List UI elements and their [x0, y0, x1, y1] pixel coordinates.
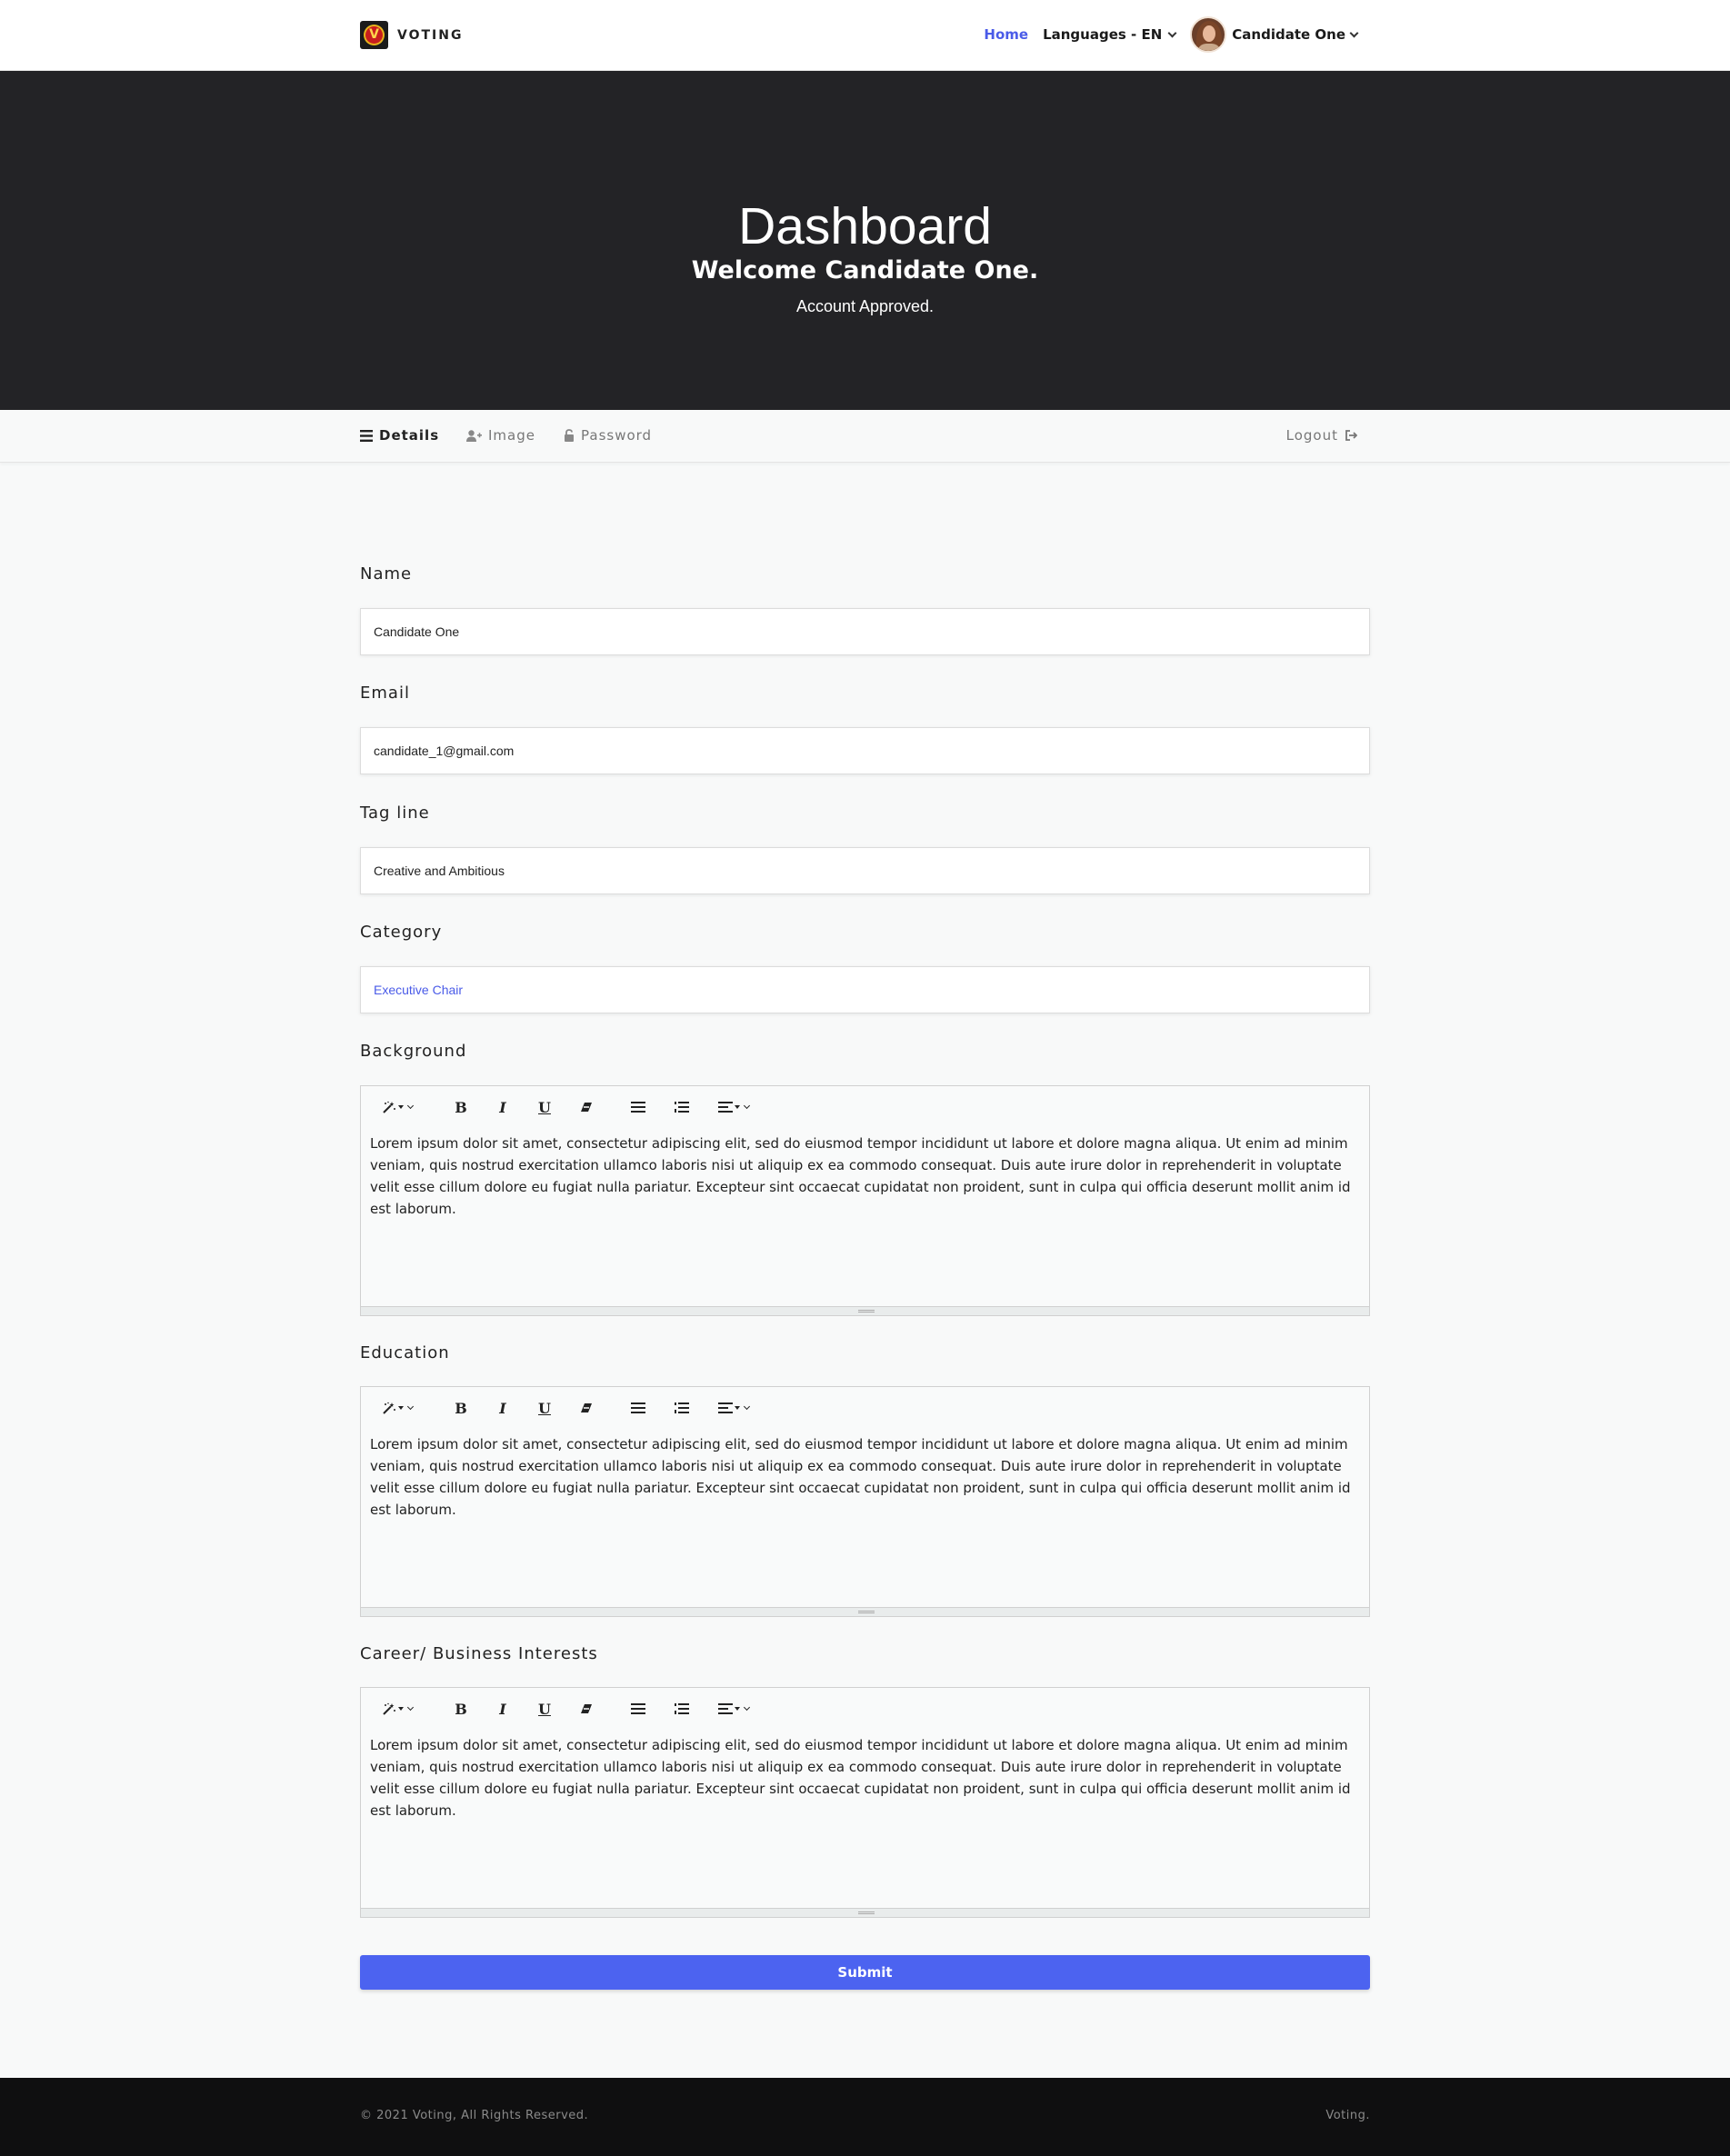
italic-button[interactable]: I — [499, 1700, 506, 1718]
underline-button[interactable]: U — [538, 1700, 551, 1718]
career-editor[interactable] — [360, 1687, 1370, 1918]
underline-button[interactable]: U — [538, 1399, 551, 1417]
page-title: Dashboard — [738, 197, 992, 255]
brand-name: VOTING — [397, 27, 464, 43]
nav-home-link[interactable]: Home — [984, 26, 1029, 43]
style-magic-icon[interactable] — [374, 1093, 421, 1121]
name-input[interactable]: Candidate One — [360, 608, 1370, 655]
account-status: Account Approved. — [795, 297, 935, 315]
align-left-icon[interactable] — [715, 1394, 752, 1422]
category-label: Category — [360, 923, 443, 942]
name-label: Name — [360, 564, 413, 584]
editor-toolbar — [374, 1394, 752, 1422]
dashboard-hero — [0, 71, 1730, 410]
bold-button[interactable]: B — [455, 1399, 467, 1417]
resize-handle[interactable] — [361, 1908, 1369, 1917]
sign-out-icon — [1345, 430, 1357, 441]
footer-brand: Voting. — [1325, 2109, 1370, 2122]
email-label: Email — [360, 684, 410, 703]
tagline-input[interactable]: Creative and Ambitious — [360, 847, 1370, 894]
tab-image-label: Image — [488, 427, 535, 444]
italic-button[interactable]: I — [499, 1098, 506, 1116]
tagline-label: Tag line — [360, 804, 430, 823]
voting-logo-icon: V — [360, 21, 388, 49]
bold-button[interactable]: B — [455, 1098, 467, 1116]
menu-icon — [360, 430, 373, 442]
tab-password[interactable] — [564, 427, 652, 444]
tab-image[interactable] — [466, 427, 535, 444]
resize-handle[interactable] — [361, 1607, 1369, 1616]
career-label: Career/ Business Interests — [360, 1644, 598, 1663]
avatar — [1190, 16, 1226, 53]
education-text[interactable]: Lorem ipsum dolor sit amet, consectetur adipiscing elit, sed do eiusmod tempor incididunt ut labore et dolore magna aliqua. Ut enim ad minim veniam, quis nostrud exercitation ullamco laboris nisi ut aliquip ex ea commodo consequat. Duis aute irure dolor in reprehenderit in voluptate velit esse cillum dolore eu fugiat nulla pariatur. Excepteur sint occaecat cupidatat non proident, sunt in culpa qui officia deserunt mollit anim id est laborum. — [370, 1436, 1351, 1518]
footer-copyright: © 2021 Voting, All Rights Reserved. — [360, 2109, 589, 2122]
tab-password-label: Password — [581, 427, 653, 444]
education-label: Education — [360, 1343, 450, 1362]
unordered-list-icon[interactable] — [628, 1695, 648, 1722]
editor-toolbar — [374, 1093, 752, 1121]
chevron-down-icon — [1168, 28, 1177, 37]
eraser-icon[interactable] — [576, 1394, 596, 1422]
dashboard-tabs — [0, 410, 1730, 463]
ordered-list-icon[interactable] — [672, 1394, 692, 1422]
career-text[interactable]: Lorem ipsum dolor sit amet, consectetur adipiscing elit, sed do eiusmod tempor incididunt ut labore et dolore magna aliqua. Ut enim ad minim veniam, quis nostrud exercitation ullamco laboris nisi ut aliquip ex ea commodo consequat. Duis aute irure dolor in reprehenderit in voluptate velit esse cillum dolore eu fugiat nulla pariatur. Excepteur sint occaecat cupidatat non proident, sunt in culpa qui officia deserunt mollit anim id est laborum. — [370, 1737, 1351, 1819]
email-input[interactable]: candidate_1@gmail.com — [360, 727, 1370, 774]
languages-dropdown[interactable] — [1043, 26, 1175, 43]
align-left-icon[interactable] — [715, 1093, 752, 1121]
user-menu[interactable] — [1190, 16, 1357, 53]
style-magic-icon[interactable] — [374, 1394, 421, 1422]
underline-button[interactable]: U — [538, 1098, 551, 1116]
tab-details-label: Details — [379, 427, 440, 444]
user-name: Candidate One — [1232, 26, 1345, 43]
background-editor[interactable] — [360, 1085, 1370, 1316]
resize-handle[interactable] — [361, 1306, 1369, 1315]
ordered-list-icon[interactable] — [672, 1695, 692, 1722]
category-input[interactable]: Executive Chair — [360, 966, 1370, 1013]
brand-logo[interactable] — [360, 21, 463, 49]
submit-button[interactable]: Submit — [360, 1955, 1370, 1990]
editor-toolbar — [374, 1695, 752, 1722]
unordered-list-icon[interactable] — [628, 1093, 648, 1121]
chevron-down-icon — [1350, 28, 1359, 37]
welcome-message: Welcome Candidate One. — [691, 256, 1039, 284]
align-left-icon[interactable] — [715, 1695, 752, 1722]
unordered-list-icon[interactable] — [628, 1394, 648, 1422]
bold-button[interactable]: B — [455, 1700, 467, 1718]
background-label: Background — [360, 1042, 467, 1061]
languages-label: Languages - EN — [1043, 26, 1163, 43]
user-plus-icon — [466, 430, 482, 442]
unlock-icon — [564, 429, 575, 442]
tab-details[interactable] — [360, 427, 439, 444]
logout-label: Logout — [1285, 427, 1338, 444]
eraser-icon[interactable] — [576, 1093, 596, 1121]
footer — [0, 2078, 1730, 2156]
top-navbar — [0, 0, 1730, 71]
background-text[interactable]: Lorem ipsum dolor sit amet, consectetur adipiscing elit, sed do eiusmod tempor incididunt ut labore et dolore magna aliqua. Ut enim ad minim veniam, quis nostrud exercitation ullamco laboris nisi ut aliquip ex ea commodo consequat. Duis aute irure dolor in reprehenderit in voluptate velit esse cillum dolore eu fugiat nulla pariatur. Excepteur sint occaecat cupidatat non proident, sunt in culpa qui officia deserunt mollit anim id est laborum. — [370, 1135, 1351, 1217]
education-editor[interactable] — [360, 1386, 1370, 1617]
italic-button[interactable]: I — [499, 1399, 506, 1417]
main-nav — [984, 13, 1357, 56]
style-magic-icon[interactable] — [374, 1695, 421, 1722]
ordered-list-icon[interactable] — [672, 1093, 692, 1121]
eraser-icon[interactable] — [576, 1695, 596, 1722]
logout-link[interactable] — [1286, 427, 1357, 444]
